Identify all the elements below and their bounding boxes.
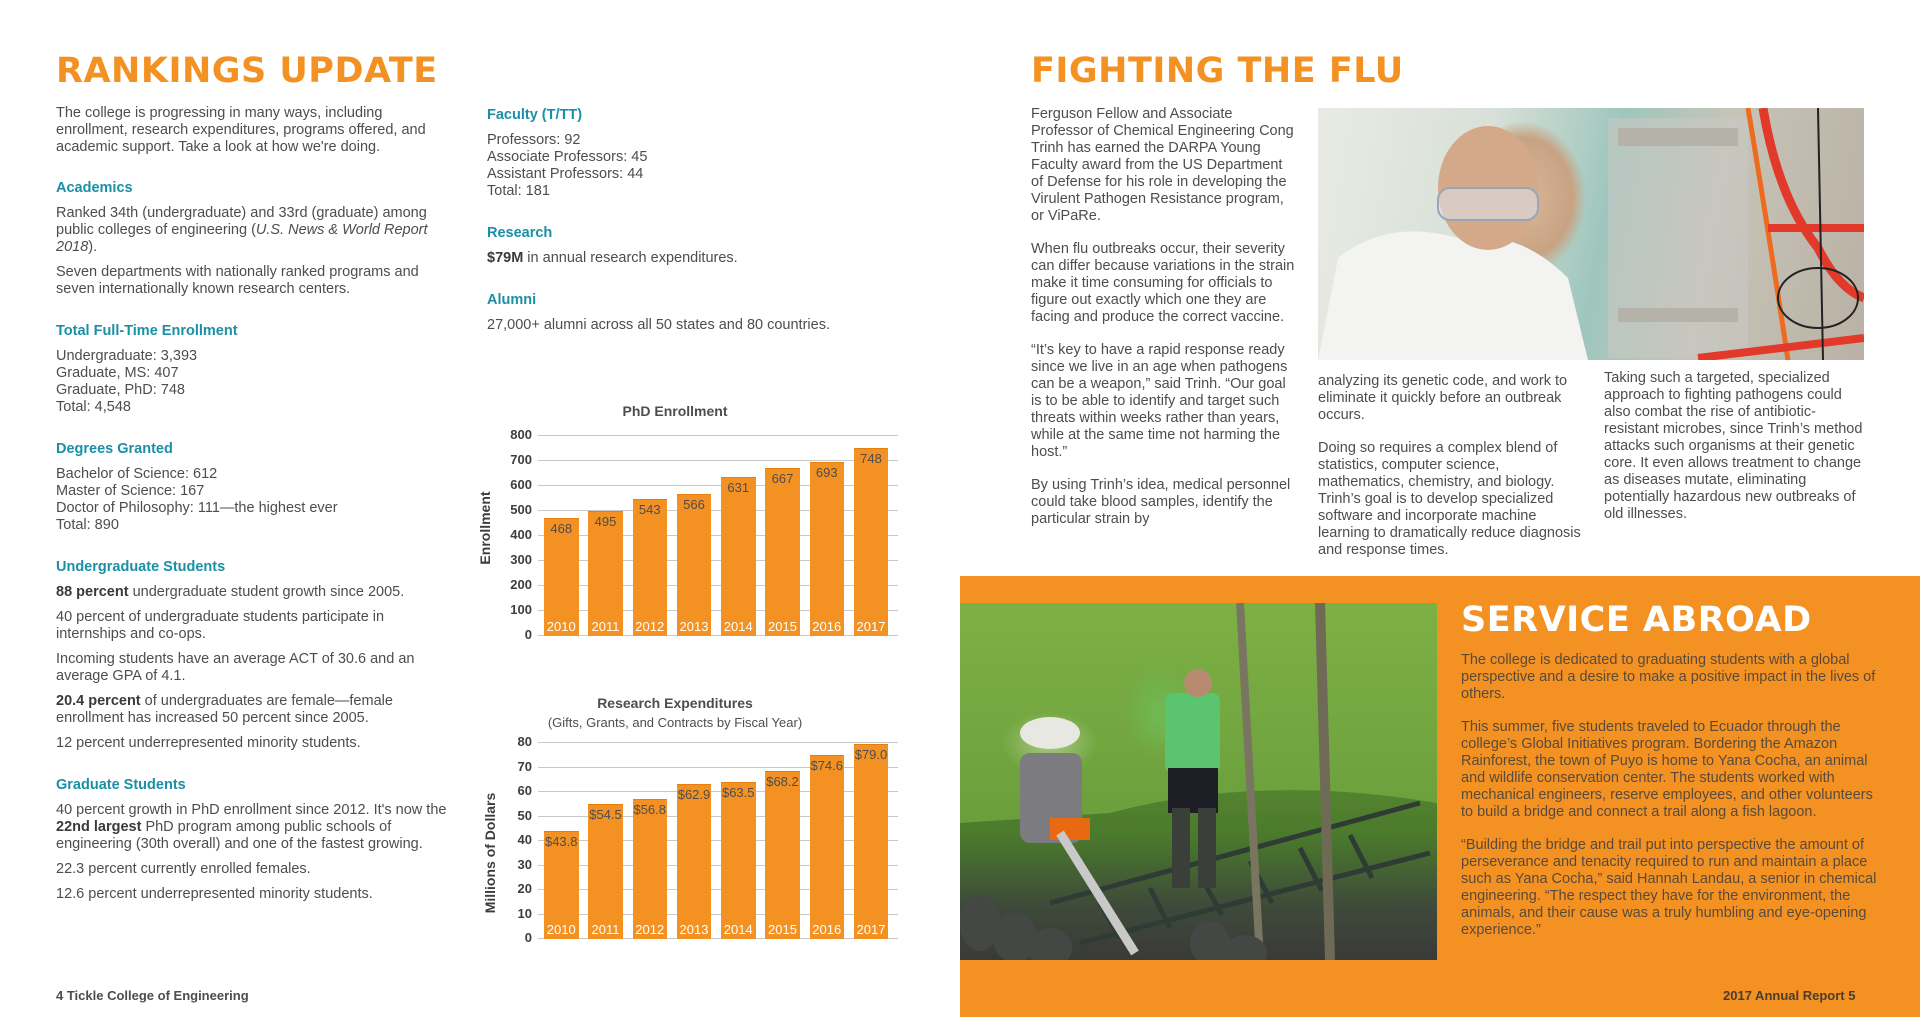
bar-2014: [721, 477, 756, 636]
academics-ranking: Ranked 34th (undergraduate) and 33rd (graduate) among public colleges of engineering (U.S. News & World Report 2018).: [56, 205, 428, 255]
bar-value-label: 748: [860, 451, 882, 466]
degrees-line: Bachelor of Science: 612: [56, 466, 218, 482]
faculty-line: Associate Professors: 45: [487, 149, 648, 165]
rankings-intro: The college is progressing in many ways, including enrollment, research expenditures, programs offered, and academic support. Take a look at how we're doing.: [56, 105, 426, 155]
undergrad-female: 20.4 percent of undergraduates are female—female enrollment has increased 50 percent since 2005.: [56, 693, 393, 726]
flu-column-3: [1604, 370, 1869, 531]
section-grad: [56, 777, 456, 903]
rankings-column-2: [487, 107, 887, 342]
bar-2016: [810, 462, 845, 636]
bar-value-label: 667: [771, 471, 794, 487]
y-tick-label: 70: [517, 758, 532, 774]
bar-category-label: 2016: [812, 921, 842, 937]
page-title-rankings: RANKINGS UPDATE: [56, 51, 438, 91]
bar-2014: [721, 782, 756, 939]
chart-subtitle: (Gifts, Grants, and Contracts by Fiscal Year): [547, 715, 803, 730]
research-text: $79M in annual research expenditures.: [487, 250, 738, 266]
y-tick-label: 20: [517, 881, 532, 896]
flu-paragraph: “It’s key to have a rapid response ready since we live in an age when pathogens can be a weapon,” said Trinh. “Our goal is to be able to identify and target such threats within weeks rather than years, while at the same time not harming the host.”: [1031, 342, 1288, 460]
section-academics: [56, 180, 456, 298]
heading-grad: Graduate Students: [56, 777, 186, 793]
bar-2010: [544, 831, 579, 939]
bar-2010: [544, 518, 579, 636]
y-tick-label: 100: [510, 602, 532, 617]
chart-title: Research Expenditures: [597, 695, 753, 711]
researcher-lab-photo: [1318, 108, 1864, 360]
bar-value-label: 468: [550, 521, 573, 536]
bar-value-label: $43.8: [544, 833, 578, 849]
undergrad-internships: 40 percent of undergraduate students participate in internships and co-ops.: [56, 609, 385, 642]
bar-category-label: 2012: [635, 921, 665, 937]
footer-left: 4 Tickle College of Engineering: [56, 988, 249, 1003]
research-expenditures-chart: [470, 690, 900, 950]
bar-value-label: $68.2: [766, 773, 799, 789]
faculty-line: Total: 181: [487, 183, 550, 199]
y-tick-label: 500: [510, 502, 532, 517]
heading-enrollment: Total Full-Time Enrollment: [56, 323, 238, 339]
bar-value-label: $63.5: [721, 785, 755, 801]
flu-paragraph: By using Trinh’s idea, medical personnel could take blood samples, identify the particular strain by: [1031, 477, 1291, 527]
bar-category-label: 2013: [679, 921, 709, 937]
academics-departments: Seven departments with nationally ranked programs and seven internationally known research centers.: [56, 264, 419, 297]
y-tick-label: 300: [510, 552, 532, 567]
bar-2017: [854, 448, 889, 636]
heading-degrees: Degrees Granted: [56, 441, 173, 457]
bar-value-label: $62.9: [677, 786, 711, 802]
alumni-text: 27,000+ alumni across all 50 states and 80 countries.: [487, 317, 830, 333]
bar-2013: [677, 494, 712, 637]
bar-2011: [588, 511, 623, 636]
service-paragraph: This summer, five students traveled to Ecuador through the college’s Global Initiatives program. Bordering the Amazon Rainforest, the town of Puyo is home to Yana Cocha, an animal and wildlife conservation center. The students worked with mechanical engineers, reserve employees, and other volunteers to build a bridge and connect a trail along a fish lagoon.: [1461, 719, 1873, 820]
bar-value-label: 693: [815, 464, 838, 480]
flu-paragraph: Ferguson Fellow and Associate Professor of Chemical Engineering Cong Trinh has earned the DARPA Young Faculty award from the US Department of Defense for his role in developing the Virulent Pathogen Resistance program, or ViPaRe.: [1031, 106, 1294, 224]
section-research: [487, 225, 887, 267]
enrollment-line: Total: 4,548: [56, 399, 131, 415]
bar-category-label: 2015: [768, 619, 797, 634]
section-undergrad: [56, 559, 456, 752]
y-tick-label: 60: [517, 783, 532, 798]
gridline: [538, 742, 898, 743]
bar-value-label: $74.6: [810, 758, 844, 774]
heading-undergrad: Undergraduate Students: [56, 559, 226, 575]
gridline: [538, 435, 898, 436]
bar-2015: [765, 468, 800, 636]
degrees-line: Doctor of Philosophy: 111—the highest ever: [56, 500, 338, 516]
undergrad-growth: 88 percent undergraduate student growth since 2005.: [56, 584, 405, 600]
y-tick-label: 800: [510, 427, 532, 442]
flu-paragraph: Doing so requires a complex blend of statistics, computer science, mathematics, chemistry, and biology. Trinh’s goal is to develop specialized software and incorporate machine learning to dramatically reduce diagnosis and response times.: [1318, 440, 1581, 558]
degrees-line: Total: 890: [56, 517, 119, 533]
y-tick-label: 700: [510, 452, 532, 467]
gridline: [538, 791, 898, 792]
y-tick-label: 50: [517, 807, 532, 823]
flu-column-2: [1318, 373, 1588, 567]
bar-category-label: 2014: [723, 921, 753, 937]
enrollment-line: Undergraduate: 3,393: [56, 348, 198, 364]
service-paragraph: “Building the bridge and trail put into perspective the amount of perseverance and tenacity required to run and maintain a place such as Yana Cocha,” said Hannah Landau, a senior in chemical engineering. “The respect they have for the environment, the animals, and their cause was a truly humbling and eye-opening experience.”: [1461, 837, 1877, 938]
service-text: [1461, 652, 1881, 947]
bar-2017: [854, 744, 889, 939]
bar-value-label: 495: [594, 514, 617, 530]
faculty-line: Professors: 92: [487, 132, 581, 148]
flu-paragraph: analyzing its genetic code, and work to eliminate it quickly before an outbreak occurs.: [1318, 373, 1568, 423]
bar-2016: [810, 755, 845, 939]
y-tick-label: 600: [510, 477, 532, 492]
flu-paragraph: Taking such a targeted, specialized approach to fighting pathogens could also combat the rise of antibiotic-resistant microbes, since Trinh’s method attacks such organisms at their genetic core. It even allows treatment to change as diseases mutate, eliminating potentially hazardous new outbreaks of old illnesses.: [1604, 370, 1863, 522]
section-faculty: [487, 107, 887, 200]
bar-category-label: 2012: [635, 619, 665, 634]
bar-category-label: 2013: [679, 619, 709, 634]
bar-category-label: 2017: [856, 921, 886, 937]
flu-column-1: [1031, 106, 1296, 536]
grad-minority: 12.6 percent underrepresented minority students.: [56, 886, 373, 902]
bar-value-label: 543: [638, 502, 661, 518]
bar-2012: [633, 799, 668, 939]
bar-category-label: 2015: [768, 921, 797, 937]
section-enrollment: [56, 323, 456, 416]
page-title-flu: FIGHTING THE FLU: [1031, 51, 1404, 91]
bar-category-label: 2011: [591, 921, 620, 937]
phd-enrollment-chart: [470, 395, 900, 640]
bar-value-label: $54.5: [589, 807, 622, 823]
bar-2015: [765, 771, 800, 939]
gridline: [538, 767, 898, 768]
grad-growth: 40 percent growth in PhD enrollment since 2012. It's now the 22nd largest PhD program among public schools of engineering (30th overall) and one of the fastest growing.: [56, 802, 447, 852]
section-alumni: [487, 292, 887, 334]
faculty-line: Assistant Professors: 44: [487, 166, 644, 182]
undergrad-act: Incoming students have an average ACT of 30.6 and an average GPA of 4.1.: [56, 651, 415, 684]
y-tick-label: 40: [517, 832, 532, 847]
y-tick-label: 200: [510, 577, 532, 592]
bar-2012: [633, 499, 668, 636]
bar-category-label: 2016: [812, 619, 842, 634]
chart-title: PhD Enrollment: [622, 403, 728, 419]
enrollment-line: Graduate, MS: 407: [56, 365, 179, 381]
bar-category-label: 2014: [723, 619, 753, 634]
y-tick-label: 0: [524, 930, 532, 945]
bar-2013: [677, 784, 712, 939]
bar-value-label: $56.8: [633, 801, 667, 817]
jungle-photo-illustration: [960, 603, 1437, 960]
service-paragraph: The college is dedicated to graduating students with a global perspective and a desire to make a positive impact in the lives of others.: [1461, 652, 1876, 702]
heading-research: Research: [487, 225, 553, 241]
lab-photo-illustration: [1318, 108, 1864, 360]
grad-female: 22.3 percent currently enrolled females.: [56, 861, 311, 877]
heading-academics: Academics: [56, 180, 133, 196]
bar-value-label: $79.0: [854, 747, 888, 763]
y-tick-label: 80: [517, 734, 532, 749]
enrollment-line: Graduate, PhD: 748: [56, 382, 185, 398]
gridline: [538, 460, 898, 461]
undergrad-minority: 12 percent underrepresented minority students.: [56, 735, 361, 751]
gridline: [538, 485, 898, 486]
flu-paragraph: When flu outbreaks occur, their severity can differ because variations in the strain make it time consuming for officials to figure out exactly which one they are facing and produce the correct vaccine.: [1031, 241, 1295, 325]
rankings-column-1: [56, 105, 456, 911]
ecuador-bridge-photo: [960, 603, 1437, 960]
y-tick-label: 400: [510, 527, 532, 542]
bar-2011: [588, 804, 623, 939]
bar-category-label: 2010: [546, 921, 576, 937]
section-degrees: [56, 441, 456, 534]
degrees-line: Master of Science: 167: [56, 483, 205, 499]
chart-ylabel: Millions of Dollars: [482, 792, 498, 914]
y-tick-label: 0: [524, 627, 532, 642]
y-tick-label: 30: [517, 856, 532, 872]
heading-faculty: Faculty (T/TT): [487, 107, 583, 123]
y-tick-label: 10: [517, 905, 532, 921]
footer-right: 2017 Annual Report 5: [1723, 988, 1856, 1003]
chart-ylabel: Enrollment: [477, 491, 493, 565]
bar-category-label: 2011: [591, 619, 620, 634]
bar-category-label: 2010: [546, 619, 576, 634]
bar-category-label: 2017: [856, 619, 886, 634]
page-title-service: SERVICE ABROAD: [1461, 600, 1812, 640]
bar-value-label: 566: [683, 496, 705, 512]
bar-value-label: 631: [727, 480, 750, 496]
heading-alumni: Alumni: [487, 292, 537, 308]
